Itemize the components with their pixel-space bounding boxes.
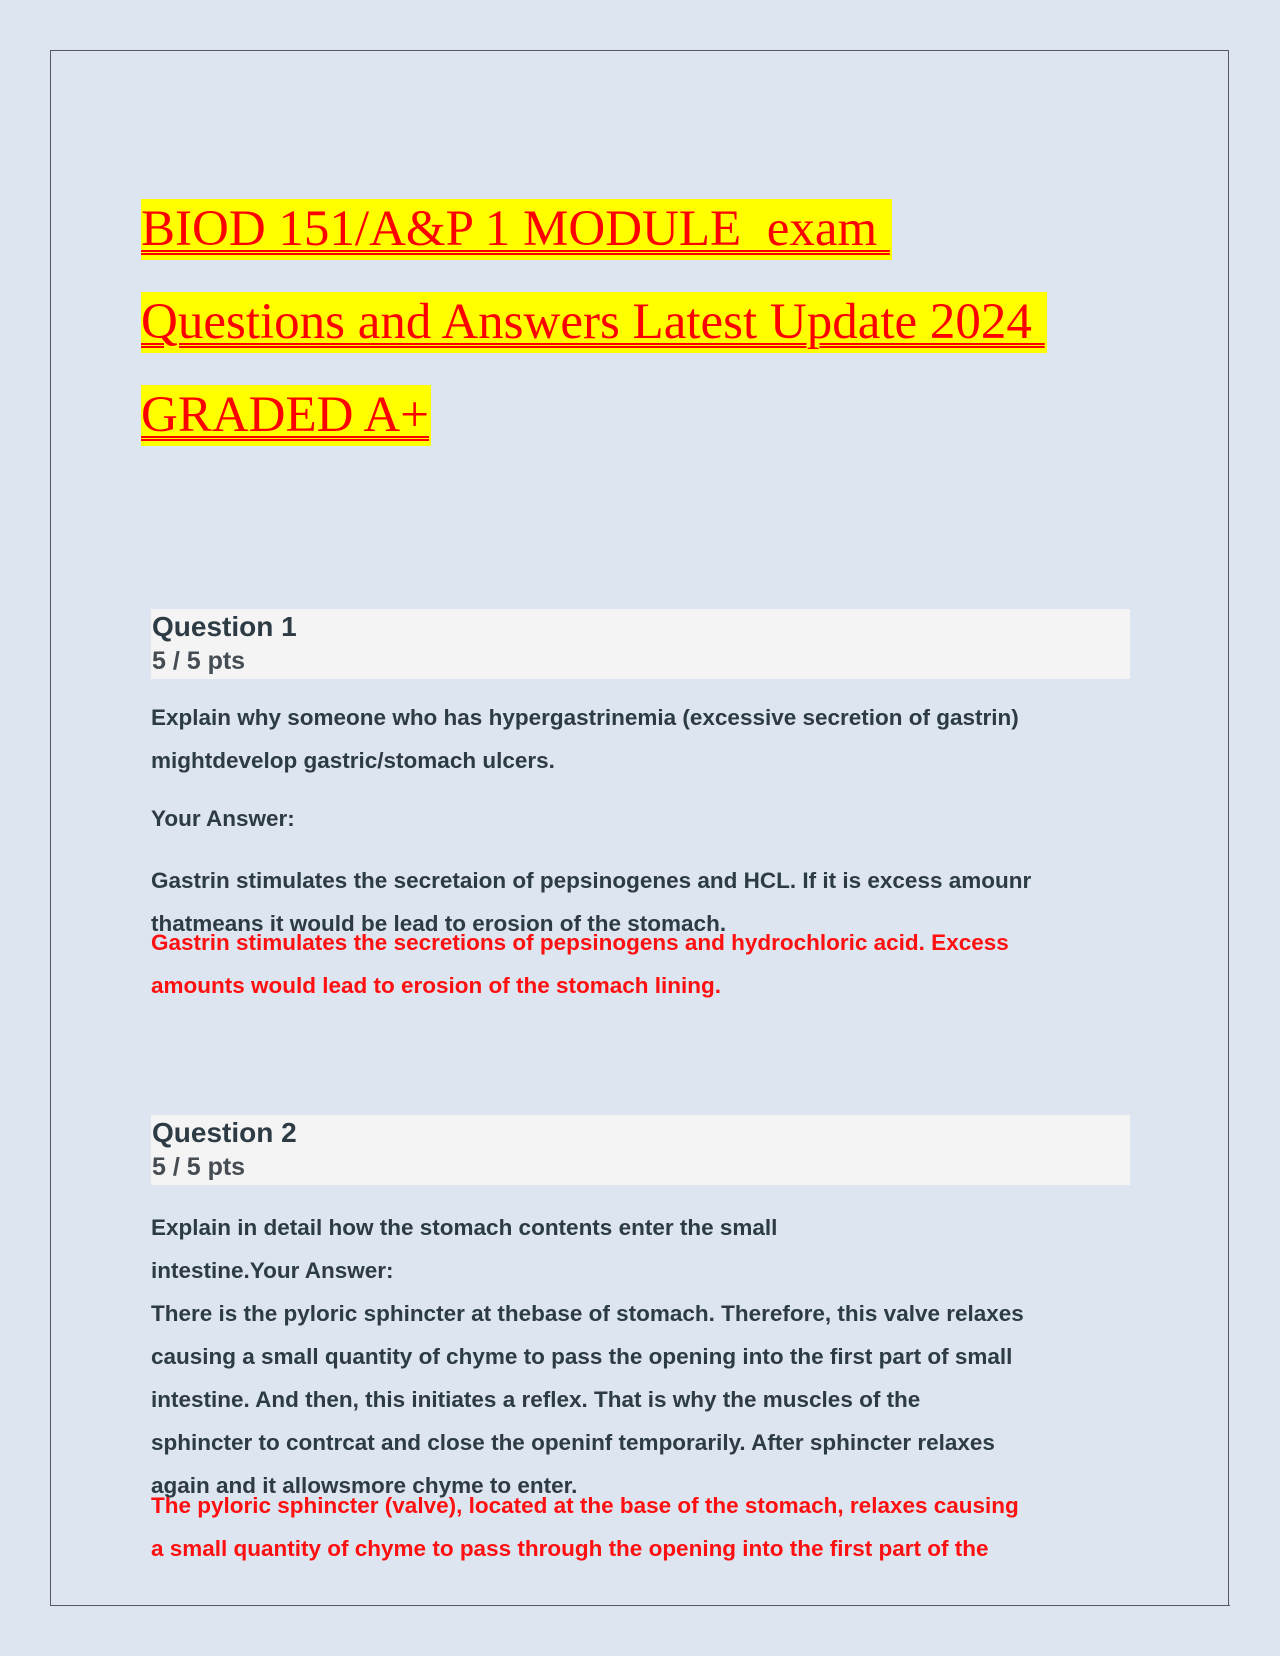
prompt-line: mightdevelop gastric/stomach ulcers. (151, 748, 555, 773)
prompt-line: Explain why someone who has hypergastrinemia (excessive secretion of gastrin) (151, 705, 1019, 730)
answer-line: intestine. And then, this initiates a reflex. That is why the muscles of the (151, 1387, 921, 1412)
title-line: Questions and Answers Latest Update 2024 (141, 292, 1047, 353)
prompt-line: intestine.Your Answer: (151, 1258, 394, 1283)
question-1-header (151, 609, 1130, 679)
answer-line: sphincter to contrcat and close the openinf temporarily. After sphincter relaxes (151, 1430, 995, 1455)
answer-line: causing a small quantity of chyme to pass the opening into the first part of small (151, 1344, 1013, 1369)
question-2-points: 5 / 5 pts (152, 1153, 246, 1181)
question-2-answer (151, 1292, 1151, 1507)
answer-line: Gastrin stimulates the secretaion of pepsinogenes and HCL. If it is excess amounr (151, 868, 1032, 893)
question-1-correct-answer (151, 921, 1151, 1007)
prompt-line: Explain in detail how the stomach contents enter the small (151, 1215, 778, 1240)
document-page (50, 50, 1229, 1605)
answer-line: again and it allowsmore chyme to enter. (151, 1473, 578, 1498)
question-1-prompt (151, 696, 1151, 782)
answer-line: There is the pyloric sphincter at thebase of stomach. Therefore, this valve relaxes (151, 1301, 1024, 1326)
answer-line: thatmeans it would be lead to erosion of the stomach. (151, 911, 727, 936)
correct-line: The pyloric sphincter (valve), located at the base of the stomach, relaxes causing (151, 1493, 1019, 1518)
question-2-header (151, 1115, 1130, 1185)
question-2-title: Question 2 (152, 1117, 297, 1148)
title-line: GRADED A+ (141, 385, 431, 446)
your-answer-label: Your Answer: (151, 806, 295, 831)
correct-line: amounts would lead to erosion of the stomach lining. (151, 973, 722, 998)
question-1-points: 5 / 5 pts (152, 647, 246, 675)
page-bottom-border (50, 1605, 1230, 1606)
title-line: BIOD 151/A&P 1 MODULE exam (141, 199, 892, 260)
question-2-prompt (151, 1206, 1151, 1292)
question-1-your-answer-label (151, 797, 1151, 840)
document-title (141, 199, 1181, 478)
correct-line: a small quantity of chyme to pass through the opening into the first part of the (151, 1536, 989, 1561)
correct-line: Gastrin stimulates the secretions of pepsinogens and hydrochloric acid. Excess (151, 930, 1009, 955)
question-2-correct-answer (151, 1484, 1151, 1570)
question-1-title: Question 1 (152, 611, 297, 642)
